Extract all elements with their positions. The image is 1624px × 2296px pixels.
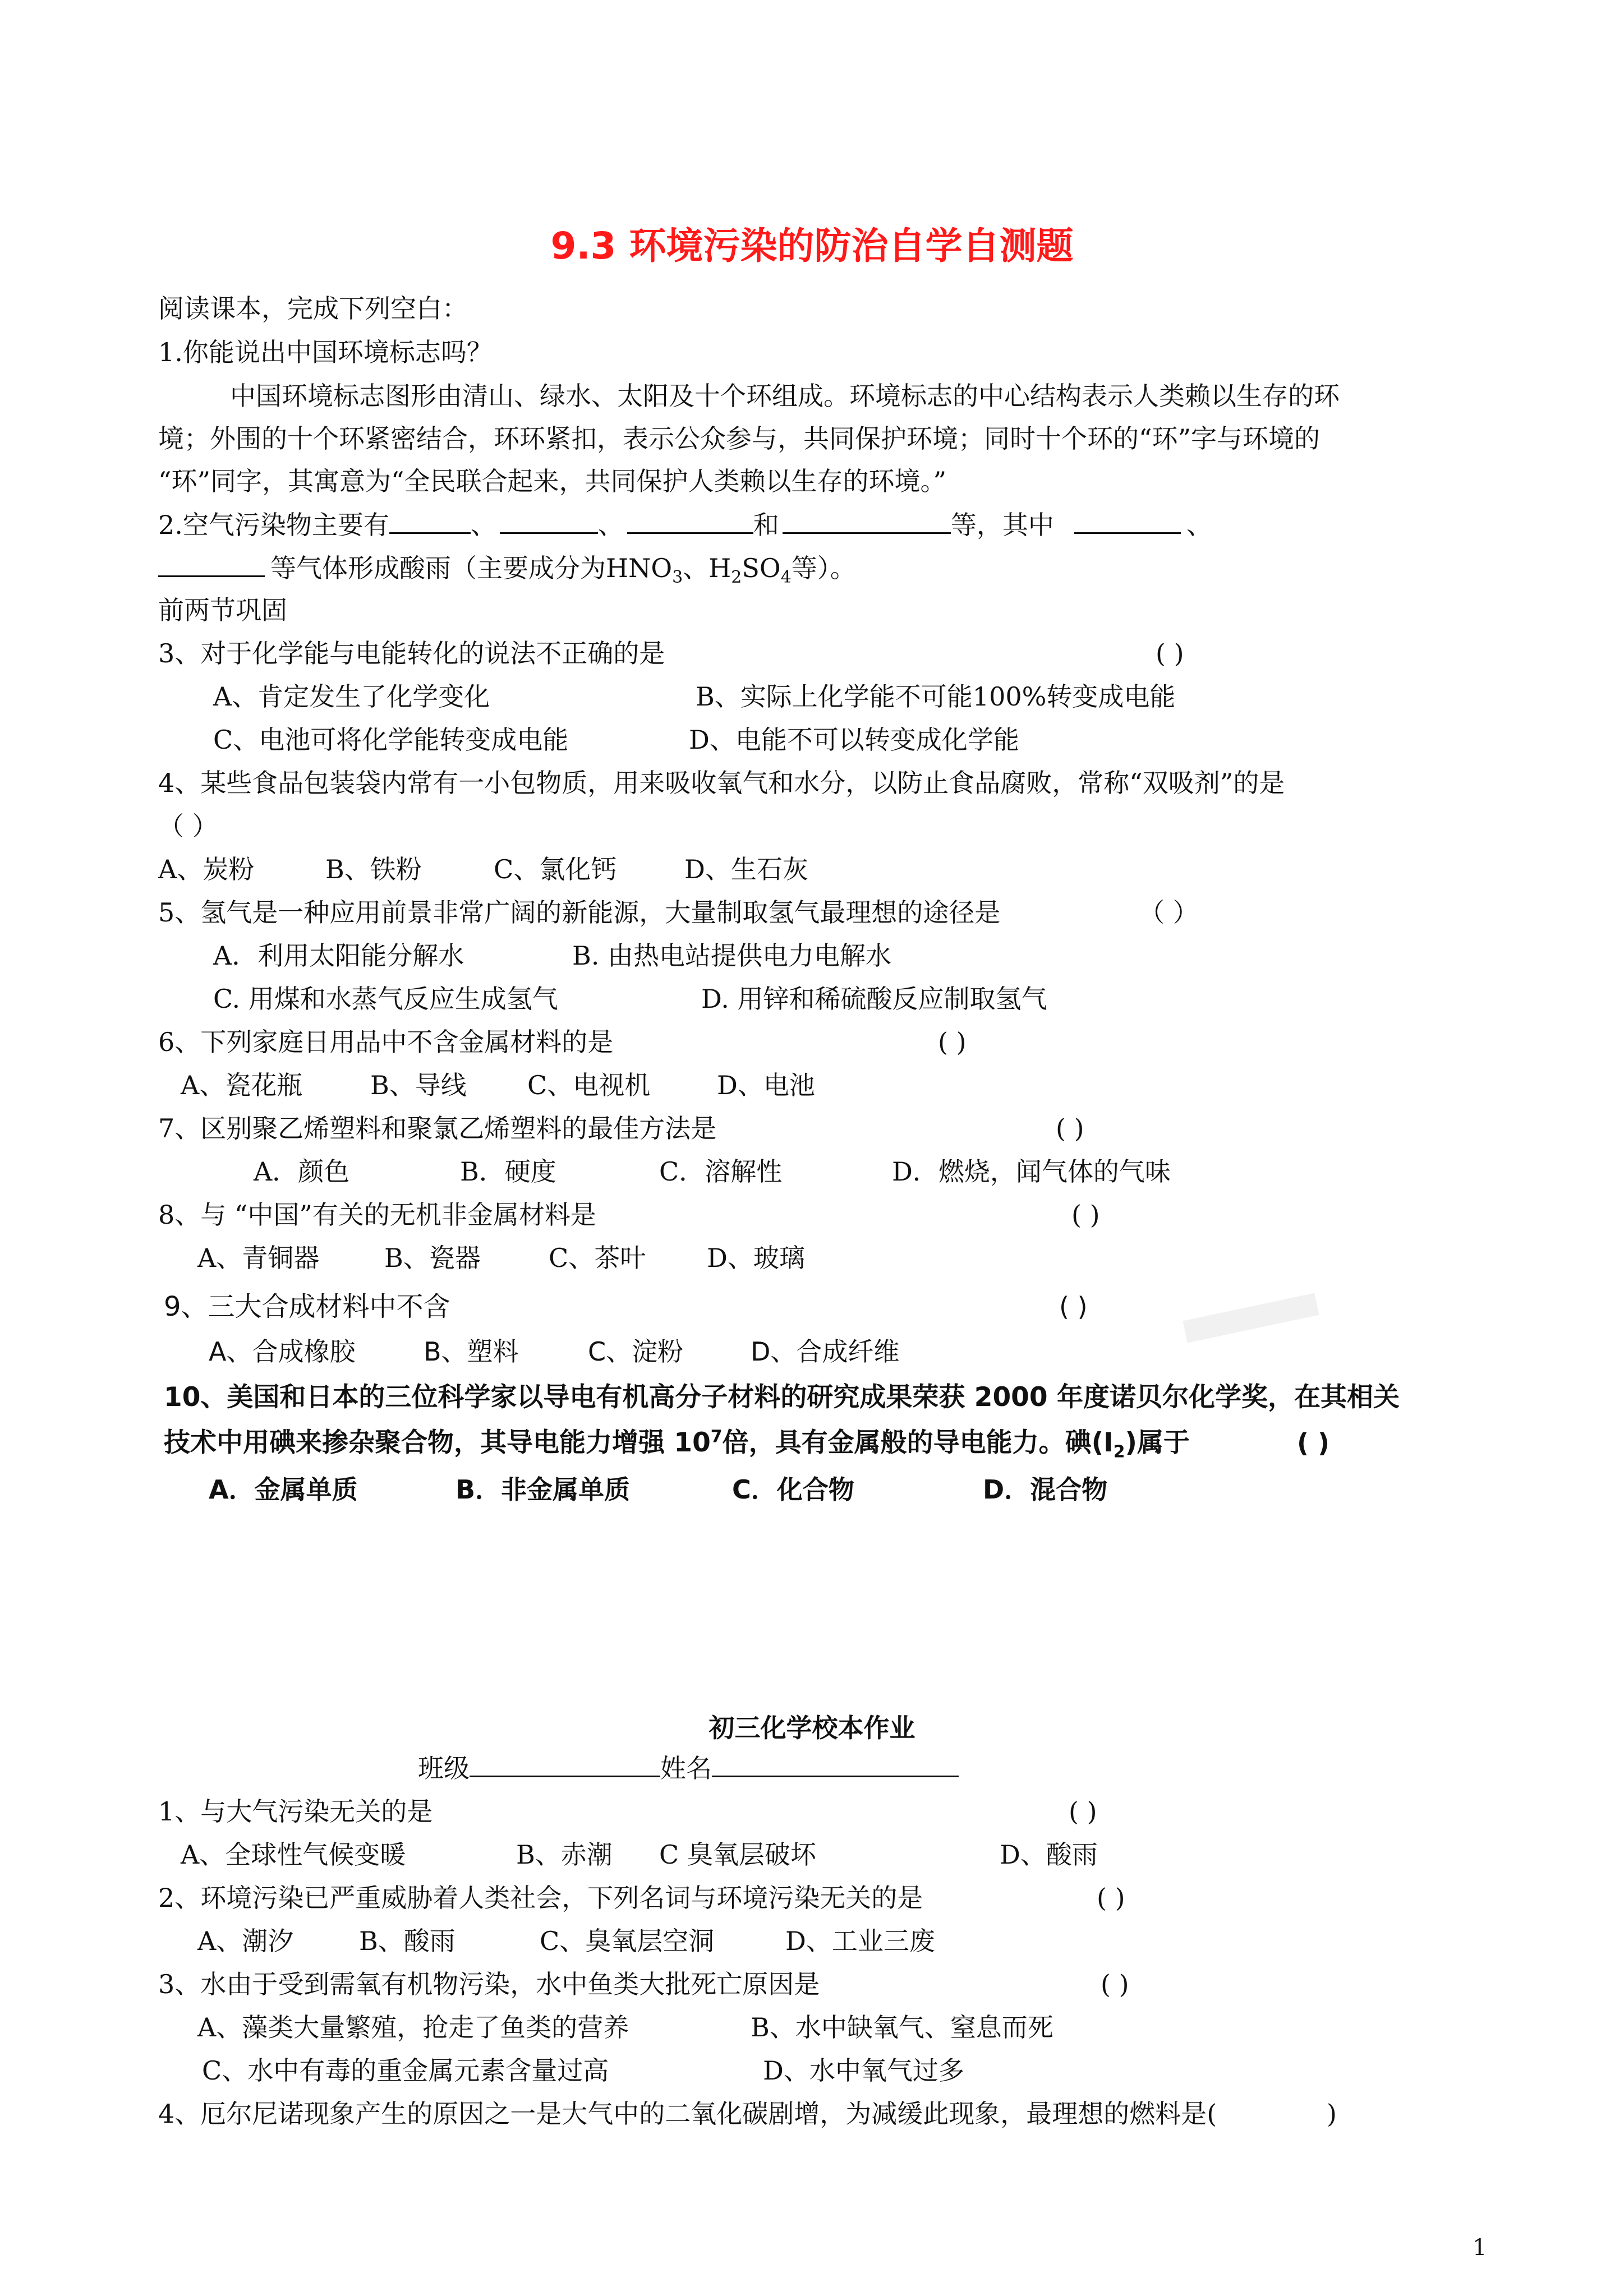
q2-separator: 、: [1186, 510, 1212, 540]
q2-text: 等）。: [791, 553, 856, 583]
q2-blank-2[interactable]: [500, 508, 598, 534]
q1-paragraph-line-2: 境；外围的十个环紧密结合，环环紧扣，表示公众参与，共同保护环境；同时十个环的“环”字与环境的: [158, 423, 1321, 454]
answer-parentheses[interactable]: （ ）: [158, 811, 218, 841]
option-a[interactable]: A、藻类大量繁殖，抢走了鱼类的营养: [197, 2012, 629, 2043]
question-stem: 1、与大气污染无关的是: [158, 1796, 433, 1827]
option-a[interactable]: A、瓷花瓶: [181, 1070, 303, 1100]
q2-separator: 、: [597, 510, 624, 540]
stem-text: 倍，具有金属般的导电能力。碘(I: [722, 1427, 1114, 1458]
option-c[interactable]: C 臭氧层破坏: [659, 1839, 816, 1870]
option-b[interactable]: B、水中缺氧气、窒息而死: [751, 2012, 1053, 2043]
option-a[interactable]: A．颜色: [254, 1156, 350, 1187]
q2-line2-text: 等气体形成酸雨（主要成分为HNO: [270, 553, 673, 583]
option-d[interactable]: D、电池: [717, 1070, 815, 1100]
answer-parentheses[interactable]: ( ): [1097, 1883, 1125, 1913]
option-d[interactable]: D. 用锌和稀硫酸反应制取氢气: [701, 984, 1047, 1014]
class-field[interactable]: [470, 1751, 660, 1777]
stem-text: 技术中用碘来掺杂聚合物，其导电能力增强 10: [164, 1427, 711, 1458]
option-c[interactable]: C、氯化钙: [494, 854, 617, 884]
option-d[interactable]: D、工业三废: [785, 1926, 935, 1956]
option-d[interactable]: D、生石灰: [684, 854, 808, 884]
answer-parentheses[interactable]: ( ): [1069, 1796, 1097, 1827]
page-title: 9.3 环境污染的防治自学自测题: [550, 224, 1074, 268]
option-a[interactable]: A、青铜器: [197, 1243, 320, 1273]
question-stem: 4、某些食品包装袋内常有一小包物质，用来吸收氧气和水分，以防止食品腐败，常称“双吸剂”的是: [158, 768, 1285, 798]
intro-text: 阅读课本，完成下列空白：: [158, 293, 468, 324]
homework-title: 初三化学校本作业: [709, 1713, 915, 1743]
q2-subscript: 2: [731, 568, 742, 588]
answer-parentheses[interactable]: ( ): [1059, 1292, 1088, 1322]
option-b[interactable]: B．非金属单质: [456, 1474, 631, 1505]
name-label: 姓名: [660, 1753, 712, 1783]
option-b[interactable]: B、赤潮: [516, 1839, 613, 1870]
q2-blank-6[interactable]: [158, 551, 265, 577]
option-a[interactable]: A、潮汐: [197, 1926, 294, 1956]
q2-text: 、H: [683, 553, 732, 583]
class-name-row: [418, 1751, 959, 1785]
q1-paragraph-line-3: “环”同字，其寓意为“全民联合起来，共同保护人类赖以生存的环境。”: [158, 466, 947, 496]
option-d[interactable]: D、酸雨: [1000, 1839, 1098, 1870]
q2-prefix: 2.空气污染物主要有: [158, 510, 389, 540]
option-a[interactable]: A、炭粉: [158, 854, 255, 884]
q2-line-2: [158, 551, 856, 588]
option-b[interactable]: B、瓷器: [384, 1243, 481, 1273]
superscript: 7: [710, 1427, 723, 1447]
option-a[interactable]: A．金属单质: [209, 1474, 358, 1505]
q2-blank-4[interactable]: [783, 508, 951, 534]
q2-subscript: 3: [672, 568, 683, 588]
q2-mid-text: 等，其中: [950, 510, 1054, 540]
scan-smudge: [1183, 1293, 1319, 1343]
option-c[interactable]: C、电池可将化学能转变成电能: [213, 725, 569, 755]
option-b[interactable]: B. 由热电站提供电力电解水: [572, 940, 892, 971]
q1-heading: 1.你能说出中国环境标志吗？: [158, 337, 493, 367]
option-c[interactable]: C、臭氧层空洞: [540, 1926, 715, 1956]
q1-paragraph-line-1: 中国环境标志图形由清山、绿水、太阳及十个环组成。环境标志的中心结构表示人类赖以生存的环: [230, 381, 1340, 411]
option-d[interactable]: D、合成纤维: [751, 1336, 900, 1367]
stem-text: )属于: [1125, 1427, 1190, 1458]
question-stem: 10、美国和日本的三位科学家以导电有机高分子材料的研究成果荣获 2000 年度诺贝尔化学奖，在其相关: [164, 1382, 1400, 1413]
option-b[interactable]: B．硬度: [460, 1156, 556, 1187]
question-stem: 5、氢气是一种应用前景非常广阔的新能源，大量制取氢气最理想的途径是: [158, 897, 1001, 928]
q2-line-1: [158, 508, 1212, 542]
option-d[interactable]: D、电能不可以转变成化学能: [689, 725, 1019, 755]
option-a[interactable]: A、肯定发生了化学变化: [213, 681, 490, 712]
q2-text: SO: [742, 553, 781, 583]
option-c[interactable]: C．化合物: [732, 1474, 854, 1505]
option-c[interactable]: C. 用煤和水蒸气反应生成氢气: [213, 984, 558, 1014]
question-stem-line-2: [164, 1426, 1190, 1460]
option-d[interactable]: D、玻璃: [707, 1243, 805, 1273]
option-c[interactable]: C、淀粉: [588, 1336, 684, 1367]
option-b[interactable]: B、实际上化学能不可能100%转变成电能: [696, 681, 1176, 712]
option-c[interactable]: C、茶叶: [549, 1243, 646, 1273]
answer-parentheses[interactable]: ( ): [1156, 638, 1184, 668]
answer-parentheses[interactable]: ( ): [938, 1027, 967, 1057]
page-number: 1: [1473, 2235, 1487, 2261]
question-stem: 6、下列家庭日用品中不含金属材料的是: [158, 1027, 614, 1057]
section-heading: 前两节巩固: [158, 595, 287, 625]
subscript: 2: [1113, 1442, 1125, 1462]
question-stem: 8、与 “中国”有关的无机非金属材料是: [158, 1200, 596, 1230]
option-a[interactable]: A．利用太阳能分解水: [213, 940, 464, 971]
question-stem: 3、对于化学能与电能转化的说法不正确的是: [158, 638, 665, 668]
q2-and: 和: [753, 510, 779, 540]
name-field[interactable]: [712, 1751, 959, 1777]
answer-parentheses[interactable]: ( ): [1101, 1969, 1129, 1999]
question-stem: 2、环境污染已严重威胁着人类社会，下列名词与环境污染无关的是: [158, 1883, 923, 1913]
answer-parentheses[interactable]: ( ): [1056, 1113, 1084, 1144]
option-a[interactable]: A、全球性气候变暖: [181, 1839, 406, 1870]
option-d[interactable]: D．混合物: [983, 1474, 1108, 1505]
option-c[interactable]: C、电视机: [527, 1070, 651, 1100]
q2-separator: 、: [470, 510, 496, 540]
q2-blank-1[interactable]: [389, 508, 471, 534]
question-stem: 9、三大合成材料中不含: [164, 1291, 450, 1322]
question-stem: 3、水由于受到需氧有机物污染，水中鱼类大批死亡原因是: [158, 1969, 820, 1999]
option-d[interactable]: D．燃烧，闻气体的气味: [892, 1156, 1171, 1187]
option-d[interactable]: D、水中氧气过多: [763, 2055, 964, 2086]
option-b[interactable]: B、酸雨: [359, 1926, 456, 1956]
class-label: 班级: [418, 1753, 470, 1783]
answer-parentheses[interactable]: ): [1327, 2099, 1337, 2129]
answer-parentheses[interactable]: ( ): [1071, 1200, 1100, 1230]
option-a[interactable]: A、合成橡胶: [209, 1336, 356, 1367]
q2-blank-5[interactable]: [1074, 508, 1181, 534]
question-stem: 4、厄尔尼诺现象产生的原因之一是大气中的二氧化碳剧增，为减缓此现象，最理想的燃料是(: [158, 2099, 1217, 2129]
answer-parentheses[interactable]: ( ): [1297, 1428, 1330, 1458]
q2-blank-3[interactable]: [627, 508, 753, 534]
q2-subscript: 4: [780, 568, 792, 588]
option-c[interactable]: C、水中有毒的重金属元素含量过高: [202, 2055, 609, 2086]
option-b[interactable]: B、塑料: [424, 1336, 519, 1367]
option-c[interactable]: C．溶解性: [659, 1156, 783, 1187]
question-stem: 7、区别聚乙烯塑料和聚氯乙烯塑料的最佳方法是: [158, 1113, 717, 1144]
option-b[interactable]: B、导线: [370, 1070, 467, 1100]
option-b[interactable]: B、铁粉: [325, 854, 422, 884]
answer-parentheses[interactable]: （ ）: [1139, 897, 1199, 928]
